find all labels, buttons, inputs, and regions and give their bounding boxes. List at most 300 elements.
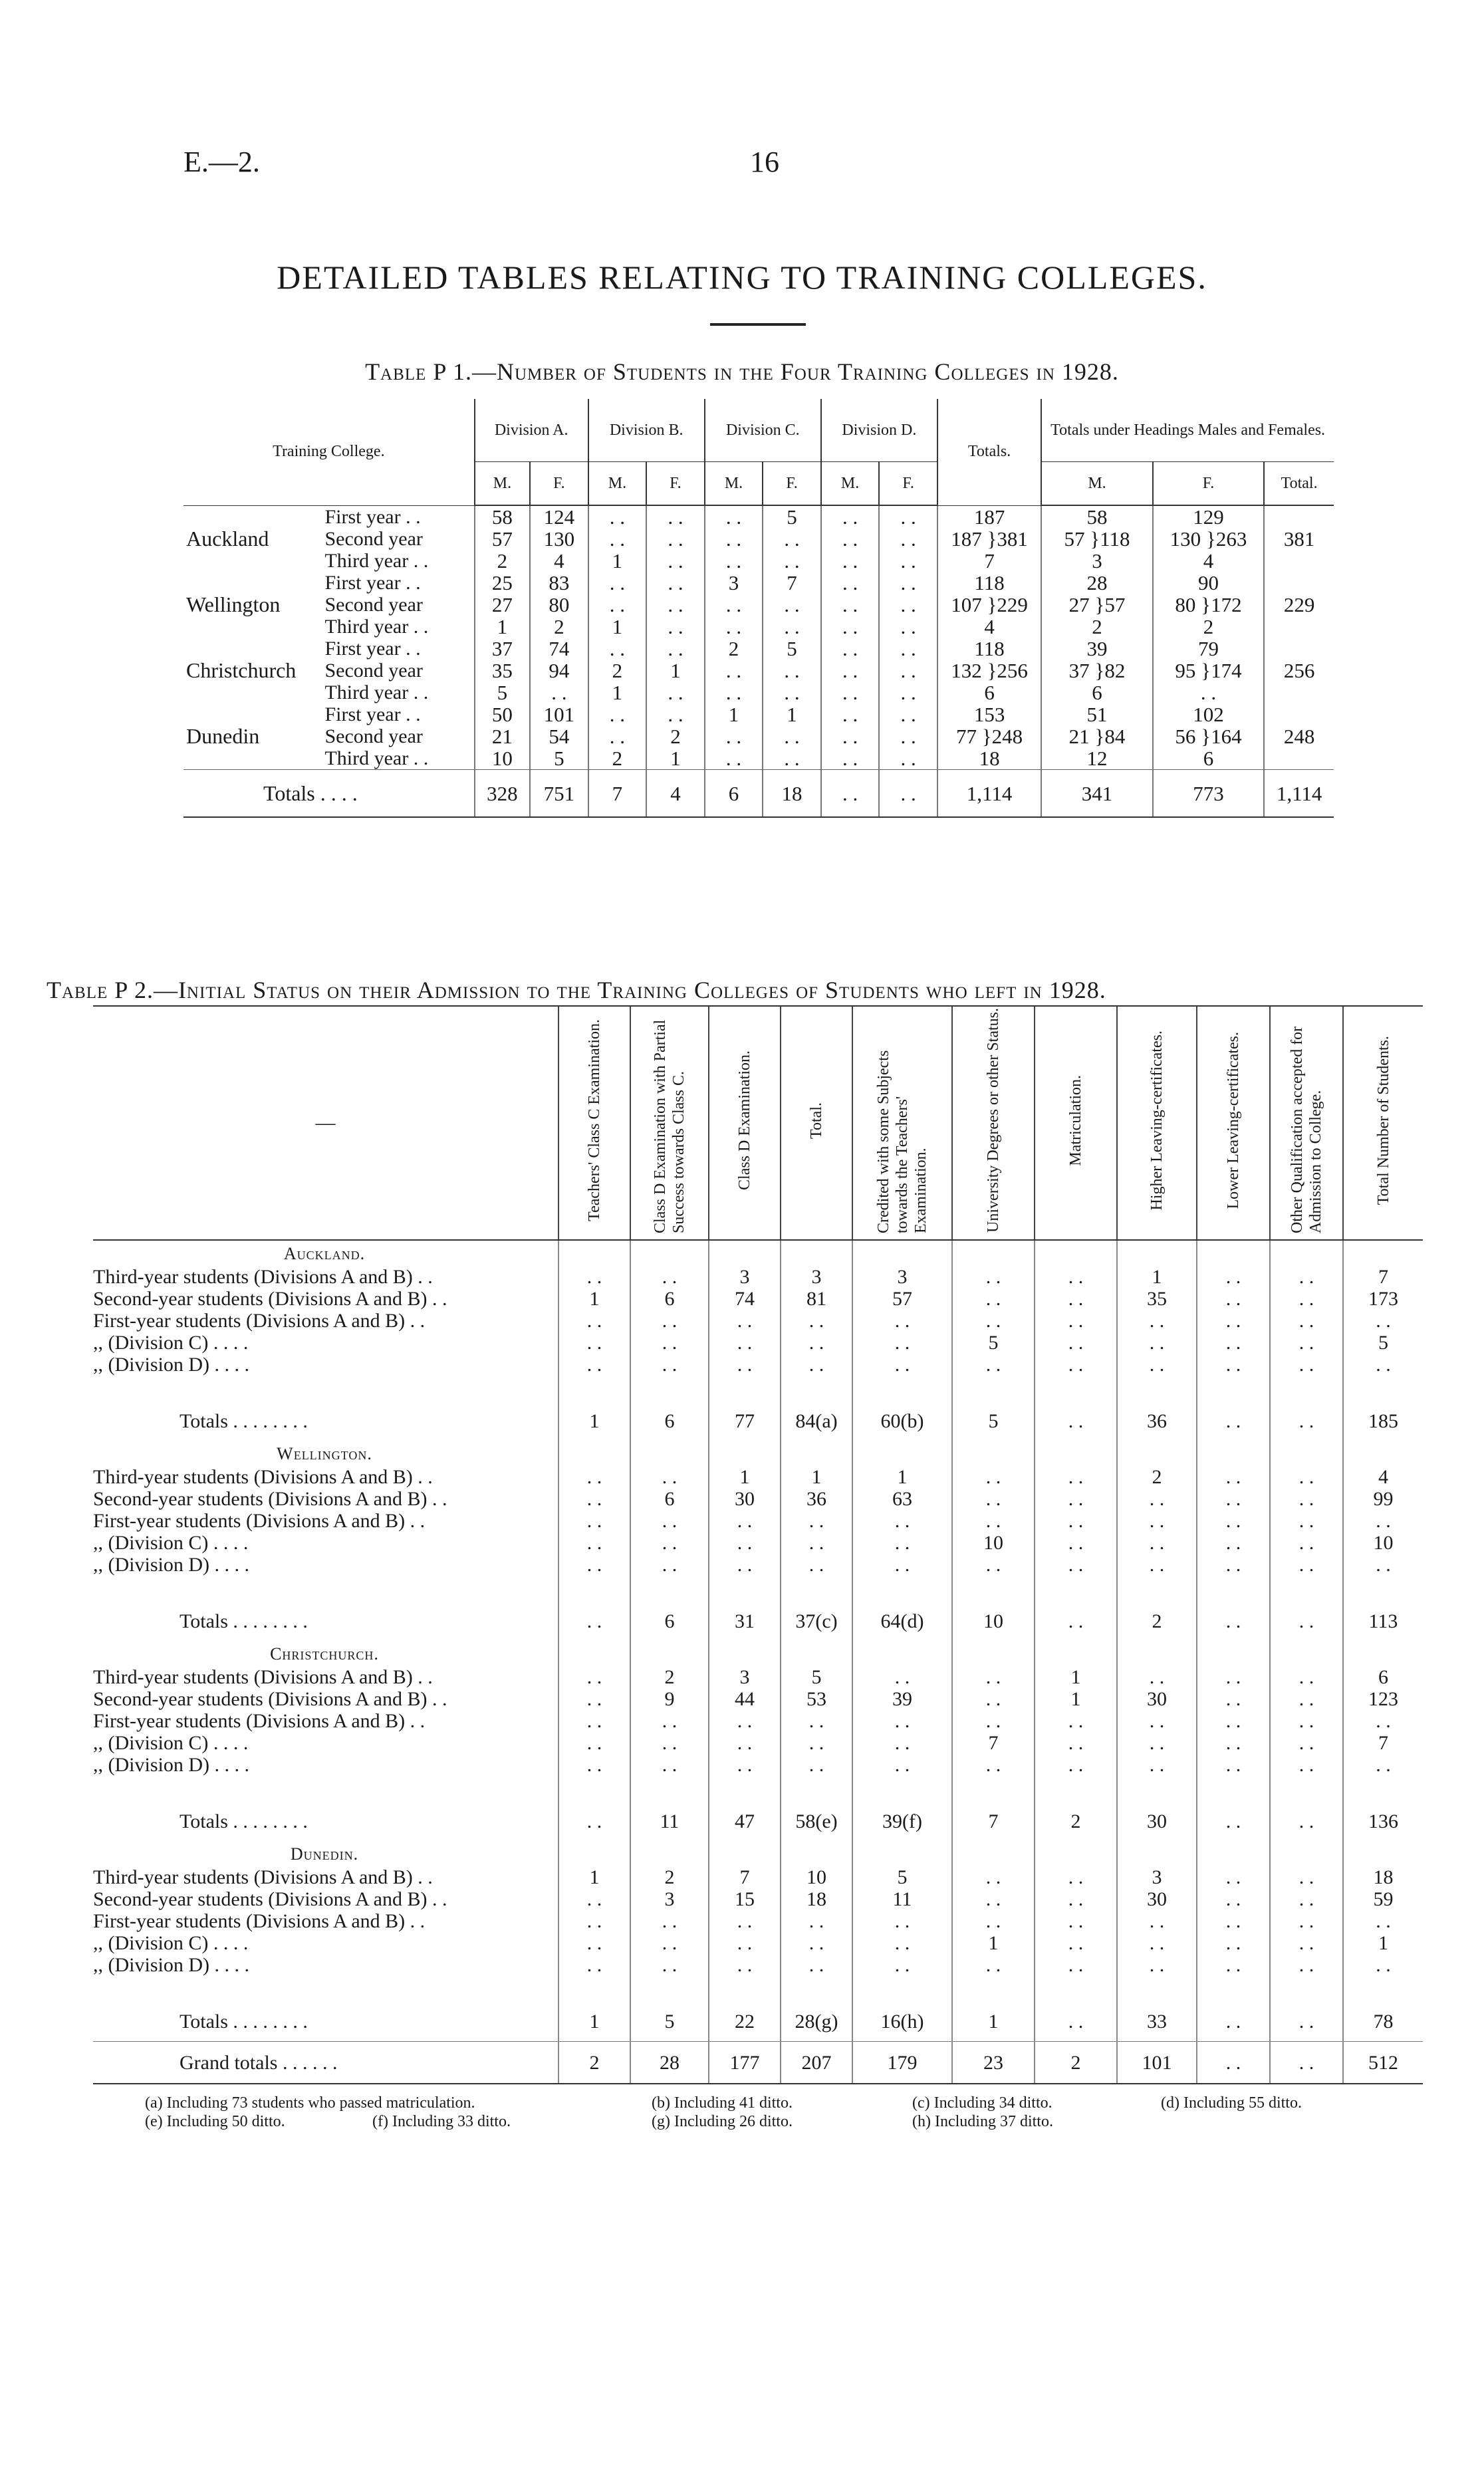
cell-df: . . xyxy=(879,594,937,616)
cell: . . xyxy=(1343,1710,1423,1732)
row-total xyxy=(937,703,1041,725)
cell: . . xyxy=(1197,1754,1270,1776)
cell: 6 xyxy=(630,1288,709,1310)
cell: . . xyxy=(1197,1266,1270,1288)
row-total xyxy=(937,616,1041,638)
total-cell: 60(b) xyxy=(852,1401,952,1441)
section-heading: Auckland. xyxy=(283,1243,366,1263)
row-total xyxy=(937,747,1041,770)
cell-af: 54 xyxy=(530,725,588,747)
cell: . . xyxy=(952,1310,1035,1332)
total-df: . . xyxy=(879,770,937,818)
cell-bm: . . xyxy=(588,594,647,616)
cell: . . xyxy=(781,1332,852,1354)
cell: . . xyxy=(1035,1510,1117,1532)
col-header-7 xyxy=(1117,1006,1197,1240)
spacer-cell xyxy=(1117,1376,1197,1401)
cell-am: 50 xyxy=(475,703,530,725)
cell: . . xyxy=(1197,1910,1270,1932)
cell: . . xyxy=(1117,1532,1197,1554)
cell: . . xyxy=(709,1910,781,1932)
total-cell: 5 xyxy=(952,1401,1035,1441)
cell-cm: . . xyxy=(705,681,763,703)
spacer-cell xyxy=(852,1240,952,1266)
spacer-cell xyxy=(1117,1441,1197,1466)
spacer-row xyxy=(93,1776,1423,1801)
cell: . . xyxy=(852,1732,952,1754)
cell-cf: . . xyxy=(763,528,821,550)
col-header-6 xyxy=(1035,1006,1117,1240)
cell: . . xyxy=(630,1466,709,1488)
totals-label: Totals . . . . . . . . xyxy=(180,1410,308,1432)
spacer-cell xyxy=(709,1776,781,1801)
cell: . . xyxy=(1270,1288,1343,1310)
cell: 3 xyxy=(1117,1866,1197,1888)
cell: . . xyxy=(1035,1310,1117,1332)
cell: . . xyxy=(630,1532,709,1554)
year-label: Third year . . xyxy=(324,550,429,572)
total-cell: . . xyxy=(1270,1601,1343,1641)
row-total-value: 187 xyxy=(973,505,1005,529)
cell: . . xyxy=(952,1910,1035,1932)
row-label: Third-year students (Divisions A and B) . . xyxy=(93,1666,433,1688)
row-label: First-year students (Divisions A and B) . . xyxy=(93,1710,426,1732)
cell: . . xyxy=(1117,1732,1197,1754)
heading-f-value: 79 xyxy=(1198,637,1219,660)
col-header-5 xyxy=(952,1006,1035,1240)
total-cell: . . xyxy=(1035,1601,1117,1641)
heading-m xyxy=(1041,572,1153,594)
cell-bm: . . xyxy=(588,572,647,594)
total-cell: . . xyxy=(1035,1401,1117,1441)
cell: . . xyxy=(558,1332,630,1354)
heading-m xyxy=(1041,550,1153,572)
spacer-cell xyxy=(952,1576,1035,1601)
table-row xyxy=(93,1466,1423,1488)
spacer-cell xyxy=(709,1376,781,1401)
row-label: ,, (Division C) . . . . xyxy=(93,1732,249,1754)
cell-dm: . . xyxy=(821,572,880,594)
total-bf: 4 xyxy=(646,770,705,818)
cell: . . xyxy=(1197,1488,1270,1510)
total-cell: 47 xyxy=(709,1801,781,1841)
spacer-cell xyxy=(1197,1240,1270,1266)
row-total: 107 }229 xyxy=(937,594,1041,616)
cell-cf: . . xyxy=(763,594,821,616)
cell: . . xyxy=(1343,1510,1423,1532)
cell: 4 xyxy=(1343,1466,1423,1488)
cell: . . xyxy=(1270,1732,1343,1754)
table-row xyxy=(93,1354,1423,1376)
row-label: ,, (Division C) . . . . xyxy=(93,1332,249,1354)
year-label: First year . . xyxy=(324,703,421,725)
row-total: 77 }248 xyxy=(937,725,1041,747)
col-header-8 xyxy=(1197,1006,1270,1240)
cell: . . xyxy=(1035,1332,1117,1354)
row-label: Second-year students (Divisions A and B) . . xyxy=(93,1288,447,1310)
cell: . . xyxy=(1035,1954,1117,1976)
heading-f-value: 90 xyxy=(1198,571,1219,594)
cell-dm: . . xyxy=(821,681,880,703)
col-header-9 xyxy=(1270,1006,1343,1240)
row-total-value: 18 xyxy=(979,747,1000,770)
heading-f-value: . . xyxy=(1200,681,1217,704)
grand-total-cell: . . xyxy=(1197,2042,1270,2084)
heading-f: 95 }174 xyxy=(1153,660,1265,681)
table-p2 xyxy=(93,1005,1423,2084)
college-grand-total: 381 xyxy=(1264,505,1334,572)
cell: . . xyxy=(630,1954,709,1976)
cell: . . xyxy=(1270,1932,1343,1954)
table-row xyxy=(184,660,1334,681)
total-cell: 64(d) xyxy=(852,1601,952,1641)
row-label: First-year students (Divisions A and B) . . xyxy=(93,1910,426,1932)
col-header-4 xyxy=(852,1006,952,1240)
total-cell: 84(a) xyxy=(781,1401,852,1441)
row-total-value: 187 xyxy=(951,527,982,551)
total-cell: 30 xyxy=(1117,1801,1197,1841)
cell: . . xyxy=(630,1310,709,1332)
cell-am: 58 xyxy=(475,505,530,528)
cell: 18 xyxy=(781,1888,852,1910)
cell-am: 27 xyxy=(475,594,530,616)
table-row xyxy=(184,616,1334,638)
cell: . . xyxy=(558,1754,630,1776)
cell-cm: . . xyxy=(705,660,763,681)
cell: 1 xyxy=(852,1466,952,1488)
cell-am: 21 xyxy=(475,725,530,747)
cell-cf: . . xyxy=(763,747,821,770)
row-total xyxy=(937,638,1041,660)
spacer-cell xyxy=(1117,1576,1197,1601)
spacer-row xyxy=(93,1576,1423,1601)
cell: . . xyxy=(1035,1754,1117,1776)
heading-f xyxy=(1153,638,1265,660)
cell: 2 xyxy=(1117,1466,1197,1488)
totals-row xyxy=(184,770,1334,818)
cell-bf: 2 xyxy=(646,725,705,747)
row-label: First-year students (Divisions A and B) . . xyxy=(93,1510,426,1532)
cell-cf: 1 xyxy=(763,703,821,725)
section-heading: Christchurch. xyxy=(270,1644,379,1664)
total-cell: . . xyxy=(558,1801,630,1841)
cell: . . xyxy=(1197,1688,1270,1710)
cell-bf: . . xyxy=(646,528,705,550)
cell-dm: . . xyxy=(821,725,880,747)
row-total xyxy=(937,681,1041,703)
total-cell: 28(g) xyxy=(781,2001,852,2042)
col-header-3 xyxy=(781,1006,852,1240)
heading-f-value: 4 xyxy=(1203,549,1214,572)
cell: . . xyxy=(952,1510,1035,1532)
spacer-cell xyxy=(709,1976,781,2001)
cell: . . xyxy=(1035,1732,1117,1754)
spacer-cell xyxy=(1270,1576,1343,1601)
total-cell: . . xyxy=(1197,1601,1270,1641)
cell: . . xyxy=(1343,1754,1423,1776)
cell: 10 xyxy=(952,1532,1035,1554)
section-row xyxy=(93,1240,1423,1266)
row-total-value: 153 xyxy=(973,703,1005,726)
cell-bf: . . xyxy=(646,550,705,572)
table-row xyxy=(93,1488,1423,1510)
heading-f-total: 164 xyxy=(1211,725,1242,748)
cell: . . xyxy=(781,1310,852,1332)
spacer-cell xyxy=(1270,1776,1343,1801)
cell: . . xyxy=(558,1466,630,1488)
cell: . . xyxy=(1035,1532,1117,1554)
heading-m-value: 3 xyxy=(1092,549,1102,572)
cell-af: 4 xyxy=(530,550,588,572)
cell-bm: . . xyxy=(588,505,647,528)
row-total-value: 77 xyxy=(956,725,977,748)
col-header-label: Class D Examination with Partial Success towards Class C. xyxy=(652,1019,687,1233)
table-row xyxy=(93,1332,1423,1354)
table-row xyxy=(93,1866,1423,1888)
cell: . . xyxy=(1270,1954,1343,1976)
spacer-cell xyxy=(1270,1376,1343,1401)
total-hm: 341 xyxy=(1041,770,1153,818)
heading-m: 27 }57 xyxy=(1041,594,1153,616)
col-header-1 xyxy=(630,1006,709,1240)
heading-m-value: 37 xyxy=(1068,659,1090,682)
cell: . . xyxy=(952,1554,1035,1576)
total-cell: . . xyxy=(1197,1401,1270,1441)
total-hf: 773 xyxy=(1153,770,1265,818)
cell: 173 xyxy=(1343,1288,1423,1310)
cell: . . xyxy=(558,1532,630,1554)
total-af: 751 xyxy=(530,770,588,818)
cell: . . xyxy=(630,1354,709,1376)
spacer-cell xyxy=(1197,1841,1270,1866)
cell: . . xyxy=(630,1510,709,1532)
row-total-value: 118 xyxy=(974,637,1005,660)
total-cell: 1 xyxy=(558,1401,630,1441)
heading-f-value: 102 xyxy=(1193,703,1224,726)
cell: . . xyxy=(709,1554,781,1576)
title-rule xyxy=(710,323,806,326)
row-label: First-year students (Divisions A and B) . . xyxy=(93,1310,426,1332)
total-cell: 185 xyxy=(1343,1401,1423,1441)
spacer-cell xyxy=(709,1576,781,1601)
heading-f xyxy=(1153,747,1265,770)
spacer-cell xyxy=(952,1641,1035,1666)
spacer-cell xyxy=(952,1376,1035,1401)
cell-dm: . . xyxy=(821,550,880,572)
cell: 2 xyxy=(630,1866,709,1888)
total-cell: 6 xyxy=(630,1401,709,1441)
total-cell: 2 xyxy=(1117,1601,1197,1641)
cell: . . xyxy=(852,1954,952,1976)
total-cell: 22 xyxy=(709,2001,781,2042)
heading-m: 37 }82 xyxy=(1041,660,1153,681)
heading-m: 21 }84 xyxy=(1041,725,1153,747)
col-div-c: Division C. xyxy=(705,399,821,462)
total-cell: 6 xyxy=(630,1601,709,1641)
totals-label: Totals . . . . . . . . xyxy=(180,1610,308,1632)
cell-dm: . . xyxy=(821,505,880,528)
spacer-cell xyxy=(852,1441,952,1466)
footnote-e: (e) Including 50 ditto. xyxy=(145,2113,285,2130)
grand-total-cell: 512 xyxy=(1343,2042,1423,2084)
total-cell: 10 xyxy=(952,1601,1035,1641)
hdr-total: Total. xyxy=(1264,462,1334,506)
spacer-cell xyxy=(1343,1441,1423,1466)
cell: . . xyxy=(558,1354,630,1376)
cell: . . xyxy=(1343,1310,1423,1332)
table-row xyxy=(184,681,1334,703)
spacer-cell xyxy=(1117,1641,1197,1666)
page-title: DETAILED TABLES RELATING TO TRAINING COLLEGES. xyxy=(277,259,1207,296)
cell-cf: . . xyxy=(763,725,821,747)
heading-f-total: 174 xyxy=(1211,659,1242,682)
col-header-0 xyxy=(558,1006,630,1240)
total-cell: 113 xyxy=(1343,1601,1423,1641)
col-header-label: Total Number of Students. xyxy=(1374,1035,1392,1205)
cell-bm: 2 xyxy=(588,747,647,770)
heading-f xyxy=(1153,505,1265,528)
cell: . . xyxy=(781,1932,852,1954)
cell: . . xyxy=(1343,1354,1423,1376)
cell: 57 xyxy=(852,1288,952,1310)
col-header-label: University Degrees or other Status. xyxy=(985,1008,1002,1233)
cell: . . xyxy=(1270,1266,1343,1288)
cell: . . xyxy=(852,1554,952,1576)
cell: 18 xyxy=(1343,1866,1423,1888)
cell: . . xyxy=(1197,1866,1270,1888)
cell-cm: 1 xyxy=(705,703,763,725)
heading-m xyxy=(1041,703,1153,725)
col-header-label: Total. xyxy=(808,1102,825,1139)
cell: 3 xyxy=(781,1266,852,1288)
cell: 99 xyxy=(1343,1488,1423,1510)
totals-row xyxy=(93,1601,1423,1641)
cell: . . xyxy=(852,1532,952,1554)
spacer-cell xyxy=(558,1240,630,1266)
cell: . . xyxy=(1035,1266,1117,1288)
spacer-cell xyxy=(558,1441,630,1466)
row-label: ,, (Division D) . . . . xyxy=(93,1954,249,1976)
cell: . . xyxy=(1035,1466,1117,1488)
totals-label: Totals . . . . . . . . xyxy=(180,2010,308,2033)
cell: . . xyxy=(1197,1888,1270,1910)
year-label: Second year xyxy=(324,660,423,681)
cell: . . xyxy=(630,1332,709,1354)
footnote-d: (d) Including 55 ditto. xyxy=(1161,2094,1302,2112)
col-college: Training College. xyxy=(184,399,475,505)
cell: 123 xyxy=(1343,1688,1423,1710)
cell-df: . . xyxy=(879,528,937,550)
cell: 39 xyxy=(852,1688,952,1710)
cell: . . xyxy=(781,1554,852,1576)
row-label: ,, (Division C) . . . . xyxy=(93,1932,249,1954)
cell: . . xyxy=(709,1754,781,1776)
cell-cm: . . xyxy=(705,505,763,528)
spacer-cell xyxy=(558,1776,630,1801)
table-row xyxy=(184,528,1334,550)
cell-df: . . xyxy=(879,660,937,681)
table-row xyxy=(93,1688,1423,1710)
college-grand-total: 256 xyxy=(1264,638,1334,703)
total-dm: . . xyxy=(821,770,880,818)
table-row xyxy=(184,505,1334,528)
col-header-label: Teachers' Class C Examination. xyxy=(586,1019,603,1221)
totals-row xyxy=(93,1401,1423,1441)
cell: . . xyxy=(1343,1554,1423,1576)
cell: . . xyxy=(781,1532,852,1554)
cell-df: . . xyxy=(879,703,937,725)
spacer-cell xyxy=(1197,1641,1270,1666)
cell-bf: . . xyxy=(646,594,705,616)
cell: . . xyxy=(1197,1310,1270,1332)
spacer-cell xyxy=(558,1576,630,1601)
cell: . . xyxy=(1197,1510,1270,1532)
cell-bf: . . xyxy=(646,505,705,528)
row-total-value: 132 xyxy=(951,659,982,682)
cell: . . xyxy=(558,1954,630,1976)
cell: . . xyxy=(1197,1732,1270,1754)
year-label: First year . . xyxy=(324,638,421,660)
section-row xyxy=(93,1641,1423,1666)
cell: . . xyxy=(709,1732,781,1754)
cell-af: 124 xyxy=(530,505,588,528)
cell-af: 130 xyxy=(530,528,588,550)
cell: . . xyxy=(952,1866,1035,1888)
table-row xyxy=(93,1910,1423,1932)
spacer-cell xyxy=(709,1441,781,1466)
spacer-cell xyxy=(1270,1841,1343,1866)
cell: . . xyxy=(1343,1954,1423,1976)
heading-m xyxy=(1041,638,1153,660)
total-t: 1,114 xyxy=(937,770,1041,818)
cell: . . xyxy=(1117,1910,1197,1932)
cell: . . xyxy=(1117,1954,1197,1976)
grand-totals-label: Grand totals . . . . . . xyxy=(93,2042,558,2084)
cell: . . xyxy=(709,1510,781,1532)
total-cell: 1 xyxy=(952,2001,1035,2042)
cell: . . xyxy=(1035,1888,1117,1910)
spacer-cell xyxy=(93,1976,558,2001)
spacer-cell xyxy=(781,1841,852,1866)
row-label: Second-year students (Divisions A and B) . . xyxy=(93,1888,447,1910)
page-id: E.—2. xyxy=(184,146,260,178)
cell-af: 5 xyxy=(530,747,588,770)
spacer-cell xyxy=(781,1576,852,1601)
footnote-c: (c) Including 34 ditto. xyxy=(912,2094,1052,2112)
spacer-cell xyxy=(781,1641,852,1666)
spacer-cell xyxy=(781,1976,852,2001)
year-label: Third year . . xyxy=(324,616,429,638)
grand-totals-row xyxy=(93,2042,1423,2084)
table-row xyxy=(93,1554,1423,1576)
cell: . . xyxy=(558,1310,630,1332)
table-row xyxy=(93,1954,1423,1976)
cell: . . xyxy=(630,1910,709,1932)
cell-af: . . xyxy=(530,681,588,703)
cell-df: . . xyxy=(879,505,937,528)
cell: . . xyxy=(709,1332,781,1354)
cell: . . xyxy=(630,1732,709,1754)
hdr-f: F. xyxy=(763,462,821,506)
spacer-cell xyxy=(1035,1240,1117,1266)
cell-cf: 7 xyxy=(763,572,821,594)
college-sum: 256 xyxy=(997,659,1028,682)
college-sum: 381 xyxy=(997,527,1028,551)
row-total-value: 118 xyxy=(974,571,1005,594)
hdr-m: M. xyxy=(475,462,530,506)
spacer-cell xyxy=(952,1841,1035,1866)
cell: . . xyxy=(1117,1554,1197,1576)
